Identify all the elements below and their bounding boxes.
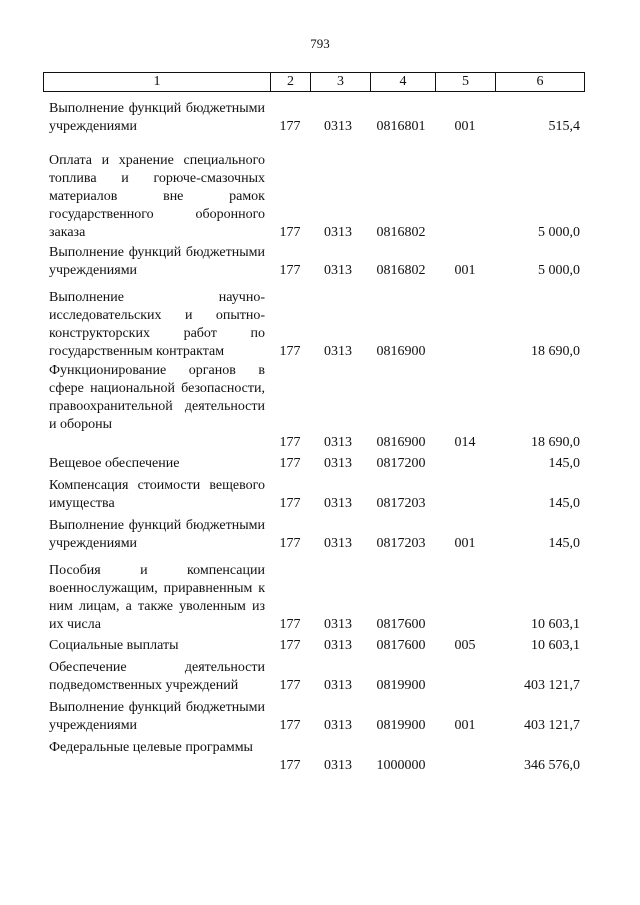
row-code-3: 0313 bbox=[324, 678, 352, 693]
column-header-1: 1 bbox=[44, 73, 271, 91]
row-code-5: 014 bbox=[454, 435, 476, 450]
table-row bbox=[43, 699, 585, 735]
row-code-5: 001 bbox=[454, 263, 476, 278]
row-code-3: 0313 bbox=[324, 617, 352, 632]
row-code-3: 0313 bbox=[324, 536, 352, 551]
row-code-2: 177 bbox=[279, 225, 301, 240]
row-amount: 403 121,7 bbox=[524, 678, 580, 693]
row-code-4: 0819900 bbox=[376, 678, 426, 693]
row-code-2: 177 bbox=[279, 718, 301, 733]
table-row bbox=[43, 637, 585, 655]
row-name: Обеспечение деятельности подведомственных учреждений bbox=[49, 660, 265, 693]
row-code-4: 0819900 bbox=[376, 718, 426, 733]
table-header bbox=[43, 72, 585, 92]
table-row bbox=[43, 659, 585, 695]
row-amount: 145,0 bbox=[548, 456, 580, 471]
row-name: Выполнение функций бюджетными учреждениями bbox=[49, 700, 265, 733]
row-code-2: 177 bbox=[279, 678, 301, 693]
row-name: Выполнение научно-исследовательских и опытно-конструкторских работ по государственным контрактам bbox=[49, 290, 265, 359]
row-amount: 18 690,0 bbox=[531, 435, 580, 450]
row-name: Оплата и хранение специального топлива и горюче-смазочных материалов вне рамок государственного оборонного заказа bbox=[49, 153, 265, 240]
row-code-3: 0313 bbox=[324, 119, 352, 134]
table-row bbox=[43, 244, 585, 280]
row-amount: 403 121,7 bbox=[524, 718, 580, 733]
row-name: Вещевое обеспечение bbox=[49, 456, 180, 471]
row-code-2: 177 bbox=[279, 456, 301, 471]
row-code-4: 0817600 bbox=[376, 638, 426, 653]
row-code-2: 177 bbox=[279, 344, 301, 359]
row-code-4: 0817200 bbox=[376, 456, 426, 471]
row-code-3: 0313 bbox=[324, 225, 352, 240]
row-code-3: 0313 bbox=[324, 344, 352, 359]
row-code-4: 1000000 bbox=[376, 758, 426, 773]
row-code-3: 0313 bbox=[324, 496, 352, 511]
row-code-4: 0816900 bbox=[376, 435, 426, 450]
table-row bbox=[43, 152, 585, 242]
row-code-2: 177 bbox=[279, 638, 301, 653]
table-row bbox=[43, 562, 585, 634]
row-amount: 5 000,0 bbox=[538, 263, 580, 278]
row-code-2: 177 bbox=[279, 758, 301, 773]
row-code-2: 177 bbox=[279, 496, 301, 511]
row-code-4: 0817203 bbox=[376, 496, 426, 511]
row-code-4: 0816801 bbox=[376, 119, 426, 134]
column-header-5: 5 bbox=[436, 73, 496, 91]
page-number: 793 bbox=[310, 36, 330, 51]
row-code-4: 0816802 bbox=[376, 263, 426, 278]
row-code-2: 177 bbox=[279, 617, 301, 632]
table-row bbox=[43, 455, 585, 473]
row-name: Выполнение функций бюджетными учреждениями bbox=[49, 245, 265, 278]
row-code-4: 0817203 bbox=[376, 536, 426, 551]
row-name: Выполнение функций бюджетными учреждениями bbox=[49, 101, 265, 134]
table-row bbox=[43, 517, 585, 553]
row-amount: 515,4 bbox=[548, 119, 580, 134]
table-row bbox=[43, 739, 585, 775]
row-amount: 145,0 bbox=[548, 536, 580, 551]
row-code-3: 0313 bbox=[324, 758, 352, 773]
column-header-2: 2 bbox=[271, 73, 311, 91]
row-name: Пособия и компенсации военнослужащим, приравненным к ним лицам, а также уволенным из их числа bbox=[49, 563, 265, 632]
row-name: Выполнение функций бюджетными учреждениями bbox=[49, 518, 265, 551]
row-code-4: 0817600 bbox=[376, 617, 426, 632]
row-code-2: 177 bbox=[279, 263, 301, 278]
table-row bbox=[43, 362, 585, 452]
row-name: Компенсация стоимости вещевого имущества bbox=[49, 478, 265, 511]
row-code-3: 0313 bbox=[324, 718, 352, 733]
row-code-4: 0816802 bbox=[376, 225, 426, 240]
row-amount: 10 603,1 bbox=[531, 617, 580, 632]
row-code-3: 0313 bbox=[324, 638, 352, 653]
column-header-6: 6 bbox=[536, 74, 544, 89]
row-code-3: 0313 bbox=[324, 435, 352, 450]
row-code-5: 001 bbox=[454, 119, 476, 134]
row-amount: 5 000,0 bbox=[538, 225, 580, 240]
column-header-4: 4 bbox=[371, 73, 436, 91]
row-code-4: 0816900 bbox=[376, 344, 426, 359]
row-amount: 18 690,0 bbox=[531, 344, 580, 359]
table-row bbox=[43, 100, 585, 136]
table-row bbox=[43, 289, 585, 361]
row-code-2: 177 bbox=[279, 536, 301, 551]
row-code-5: 005 bbox=[454, 638, 476, 653]
table-row bbox=[43, 477, 585, 513]
row-name: Функционирование органов в сфере национальной безопасности, правоохранительной деятельности и обороны bbox=[49, 363, 265, 432]
row-code-3: 0313 bbox=[324, 456, 352, 471]
row-code-5: 001 bbox=[454, 536, 476, 551]
row-name: Федеральные целевые программы bbox=[49, 740, 253, 755]
row-amount: 145,0 bbox=[548, 496, 580, 511]
row-code-2: 177 bbox=[279, 435, 301, 450]
row-code-5: 001 bbox=[454, 718, 476, 733]
row-code-2: 177 bbox=[279, 119, 301, 134]
row-code-3: 0313 bbox=[324, 263, 352, 278]
row-amount: 10 603,1 bbox=[531, 638, 580, 653]
row-amount: 346 576,0 bbox=[524, 758, 580, 773]
row-name: Социальные выплаты bbox=[49, 638, 179, 653]
column-header-3: 3 bbox=[311, 73, 371, 91]
